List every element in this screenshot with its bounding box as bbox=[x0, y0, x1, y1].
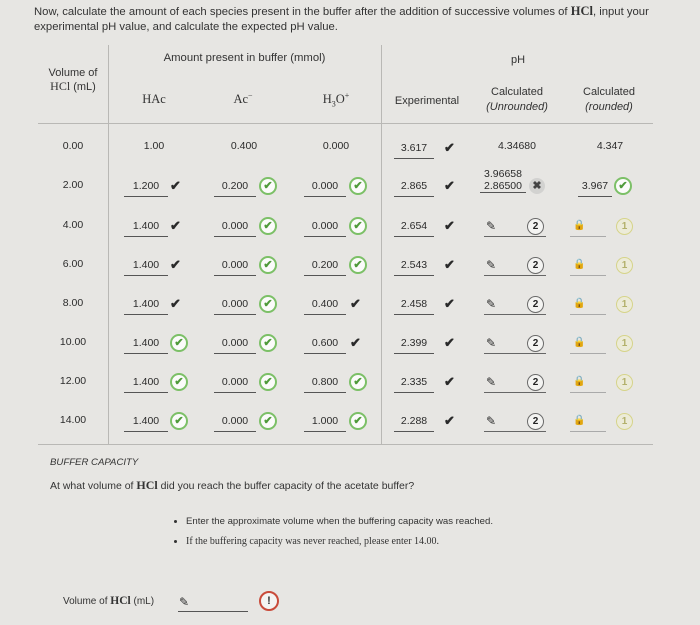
check-icon: ✔ bbox=[444, 218, 455, 233]
check-icon: ✔ bbox=[350, 296, 361, 311]
experimental-input[interactable]: 3.617 bbox=[394, 142, 434, 159]
experimental-input[interactable]: 2.458 bbox=[394, 298, 434, 315]
attempts-badge: 1 bbox=[616, 296, 633, 313]
check-icon: ✔ bbox=[444, 335, 455, 350]
attempts-badge: 1 bbox=[616, 218, 633, 235]
unrounded-input[interactable] bbox=[484, 236, 546, 237]
volume-cell: 2.00 bbox=[62, 179, 84, 191]
answer-label bbox=[63, 595, 154, 607]
experimental-input[interactable]: 2.654 bbox=[394, 220, 434, 237]
attempts-badge: 1 bbox=[616, 374, 633, 391]
pencil-icon[interactable]: ✎ bbox=[486, 297, 497, 311]
check-icon: ✔ bbox=[350, 335, 361, 350]
unrounded-header bbox=[478, 86, 556, 113]
lock-icon: 🔒 bbox=[573, 259, 586, 270]
unrounded-input[interactable] bbox=[484, 353, 546, 354]
unrounded-input[interactable] bbox=[484, 314, 546, 315]
rounded-input[interactable] bbox=[570, 314, 606, 315]
volume-header-chem: HCl bbox=[50, 79, 71, 93]
rounded-input[interactable]: 3.967 bbox=[578, 180, 612, 197]
check-icon: ✔ bbox=[170, 296, 181, 311]
rounded-header bbox=[570, 86, 648, 113]
volume-header-label: Volume of bbox=[48, 67, 98, 79]
h3o-input[interactable]: 1.000 bbox=[304, 415, 346, 432]
ac-value: 0.400 bbox=[230, 140, 258, 152]
h3o-value: 0.000 bbox=[322, 140, 350, 152]
check-circle-icon: ✔ bbox=[349, 217, 367, 235]
unrounded-cell bbox=[480, 168, 526, 193]
check-icon: ✔ bbox=[444, 257, 455, 272]
unrounded-value: 3.96658 bbox=[484, 168, 522, 180]
buffer-question-chem: HCl bbox=[136, 478, 158, 492]
volume-cell: 14.00 bbox=[59, 414, 87, 426]
check-circle-icon: ✔ bbox=[259, 334, 277, 352]
pencil-icon[interactable]: ✎ bbox=[486, 219, 497, 233]
check-icon: ✔ bbox=[444, 296, 455, 311]
attempts-badge: 2 bbox=[527, 218, 544, 235]
lock-icon: 🔒 bbox=[573, 376, 586, 387]
rounded-value: 4.347 bbox=[596, 140, 624, 152]
check-circle-icon: ✔ bbox=[349, 412, 367, 430]
experimental-input[interactable]: 2.399 bbox=[394, 337, 434, 354]
grid-line bbox=[108, 45, 109, 445]
ac-input[interactable]: 0.200 bbox=[214, 180, 256, 197]
volume-cell: 0.00 bbox=[62, 140, 84, 152]
hac-input[interactable]: 1.400 bbox=[124, 259, 168, 276]
unrounded-input[interactable] bbox=[484, 275, 546, 276]
grid-line bbox=[381, 45, 382, 445]
h3o-input[interactable]: 0.800 bbox=[304, 376, 346, 393]
check-icon: ✔ bbox=[444, 374, 455, 389]
pencil-icon[interactable]: ✎ bbox=[486, 336, 497, 350]
h3o-o: O bbox=[335, 92, 345, 107]
unrounded-value: 4.34680 bbox=[498, 140, 536, 152]
buffer-question-text: At what volume of bbox=[50, 480, 134, 492]
pencil-icon[interactable]: ✎ bbox=[486, 258, 497, 272]
attempts-badge: 1 bbox=[616, 335, 633, 352]
check-circle-icon: ✔ bbox=[259, 256, 277, 274]
check-circle-icon: ✔ bbox=[259, 412, 277, 430]
experimental-input[interactable]: 2.865 bbox=[394, 180, 434, 197]
hac-input[interactable]: 1.400 bbox=[124, 337, 168, 354]
buffer-hints bbox=[172, 512, 502, 552]
h3o-input[interactable]: 0.000 bbox=[304, 220, 346, 237]
h3o-sub: 3 bbox=[331, 99, 336, 109]
volume-cell: 6.00 bbox=[62, 258, 84, 270]
buffer-question bbox=[50, 478, 414, 493]
check-circle-icon: ✔ bbox=[170, 412, 188, 430]
h3o-sup: + bbox=[344, 91, 350, 100]
pencil-icon[interactable]: ✎ bbox=[486, 414, 497, 428]
unrounded-input[interactable]: 2.86500 bbox=[480, 180, 526, 193]
answer-label-chem: HCl bbox=[110, 595, 131, 607]
unrounded-input[interactable] bbox=[484, 392, 546, 393]
h3o-input[interactable]: 0.400 bbox=[304, 298, 346, 315]
hac-input[interactable]: 1.400 bbox=[124, 376, 168, 393]
check-icon: ✔ bbox=[444, 140, 455, 155]
volume-cell: 10.00 bbox=[59, 336, 87, 348]
rounded-input[interactable] bbox=[570, 392, 606, 393]
unrounded-header-2: (Unrounded) bbox=[486, 101, 548, 113]
ac-input[interactable]: 0.000 bbox=[214, 220, 256, 237]
buffer-question-text-2: did you reach the buffer capacity of the acetate buffer? bbox=[160, 480, 415, 492]
check-icon: ✔ bbox=[170, 218, 181, 233]
check-circle-icon: ✔ bbox=[170, 373, 188, 391]
attempts-badge: 1 bbox=[616, 413, 633, 430]
h3o-input[interactable]: 0.000 bbox=[304, 180, 346, 197]
unrounded-header-1: Calculated bbox=[491, 86, 543, 98]
check-circle-icon: ✔ bbox=[349, 256, 367, 274]
rounded-header-1: Calculated bbox=[583, 86, 635, 98]
ac-input[interactable]: 0.000 bbox=[214, 259, 256, 276]
rounded-input[interactable] bbox=[570, 353, 606, 354]
check-circle-icon: ✔ bbox=[259, 217, 277, 235]
experimental-input[interactable]: 2.543 bbox=[394, 259, 434, 276]
rounded-input[interactable] bbox=[570, 236, 606, 237]
check-icon: ✔ bbox=[170, 257, 181, 272]
h3o-h: H bbox=[322, 92, 332, 107]
check-circle-icon: ✔ bbox=[349, 177, 367, 195]
lock-icon: 🔒 bbox=[573, 220, 586, 231]
hac-value: 1.00 bbox=[143, 140, 165, 152]
volume-cell: 12.00 bbox=[59, 375, 87, 387]
amount-group-header: Amount present in buffer (mmol) bbox=[163, 52, 326, 64]
experimental-input[interactable]: 2.288 bbox=[394, 415, 434, 432]
check-circle-icon: ✔ bbox=[170, 334, 188, 352]
unrounded-input[interactable] bbox=[484, 431, 546, 432]
instructions bbox=[34, 4, 674, 35]
attempts-badge: 2 bbox=[527, 296, 544, 313]
h3o-input[interactable]: 0.200 bbox=[304, 259, 346, 276]
rounded-input[interactable] bbox=[570, 431, 606, 432]
check-icon: ✔ bbox=[444, 413, 455, 428]
ac-input[interactable]: 0.000 bbox=[214, 337, 256, 354]
ac-input[interactable]: 0.000 bbox=[214, 415, 256, 432]
answer-label-unit: (mL) bbox=[133, 596, 155, 607]
ac-input[interactable]: 0.000 bbox=[214, 298, 256, 315]
ac-header-text: Ac bbox=[233, 92, 249, 107]
attempts-badge: 2 bbox=[527, 257, 544, 274]
experimental-header: Experimental bbox=[394, 95, 460, 107]
header-divider bbox=[38, 123, 653, 124]
instructions-chem: HCl bbox=[570, 4, 593, 18]
volume-cell: 8.00 bbox=[62, 297, 84, 309]
hint-item: • If the buffering capacity was never reached, please enter 14.00. bbox=[186, 532, 502, 552]
answer-label-text: Volume of bbox=[63, 596, 108, 607]
volume-cell: 4.00 bbox=[62, 219, 84, 231]
ac-input[interactable]: 0.000 bbox=[214, 376, 256, 393]
pencil-icon[interactable]: ✎ bbox=[179, 595, 190, 609]
ph-group-header: pH bbox=[510, 54, 526, 66]
pencil-icon[interactable]: ✎ bbox=[486, 375, 497, 389]
h3o-input[interactable]: 0.600 bbox=[304, 337, 346, 354]
hac-input[interactable]: 1.200 bbox=[124, 180, 168, 197]
lock-icon: 🔒 bbox=[573, 298, 586, 309]
check-circle-icon: ✔ bbox=[259, 295, 277, 313]
ac-header bbox=[218, 91, 268, 107]
hac-input[interactable]: 1.400 bbox=[124, 415, 168, 432]
attempts-badge: 2 bbox=[527, 413, 544, 430]
hac-input[interactable]: 1.400 bbox=[124, 220, 168, 237]
buffer-capacity-title: BUFFER CAPACITY bbox=[50, 457, 139, 468]
check-circle-icon: ✔ bbox=[259, 373, 277, 391]
rounded-header-2: (rounded) bbox=[585, 101, 633, 113]
check-icon: ✔ bbox=[170, 178, 181, 193]
ac-header-sup: − bbox=[248, 91, 253, 100]
check-icon: ✔ bbox=[444, 178, 455, 193]
hac-input[interactable]: 1.400 bbox=[124, 298, 168, 315]
x-icon: ✖ bbox=[529, 178, 545, 194]
check-circle-icon: ✔ bbox=[349, 373, 367, 391]
attempts-badge: 1 bbox=[616, 257, 633, 274]
volume-header-unit: (mL) bbox=[73, 81, 96, 93]
instructions-text: Now, calculate the amount of each species present in the buffer after the addition of successive volumes of bbox=[34, 6, 568, 18]
attempts-badge: 2 bbox=[527, 335, 544, 352]
hac-header: HAc bbox=[142, 92, 166, 106]
lock-icon: 🔒 bbox=[573, 337, 586, 348]
check-circle-icon: ✔ bbox=[614, 177, 632, 195]
rounded-input[interactable] bbox=[570, 275, 606, 276]
experimental-input[interactable]: 2.335 bbox=[394, 376, 434, 393]
table-bottom bbox=[38, 444, 653, 445]
volume-header bbox=[38, 67, 108, 94]
attempts-badge: 2 bbox=[527, 374, 544, 391]
answer-input[interactable] bbox=[178, 599, 248, 612]
warning-icon: ! bbox=[267, 595, 271, 607]
warning-badge bbox=[259, 591, 279, 611]
lock-icon: 🔒 bbox=[573, 415, 586, 426]
instructions-text-2: , input your experimental pH value, and calculate the expected pH value. bbox=[34, 6, 649, 33]
check-circle-icon: ✔ bbox=[259, 177, 277, 195]
h3o-header bbox=[308, 91, 364, 109]
hint-item: • Enter the approximate volume when the buffering capacity was reached. bbox=[186, 512, 502, 532]
